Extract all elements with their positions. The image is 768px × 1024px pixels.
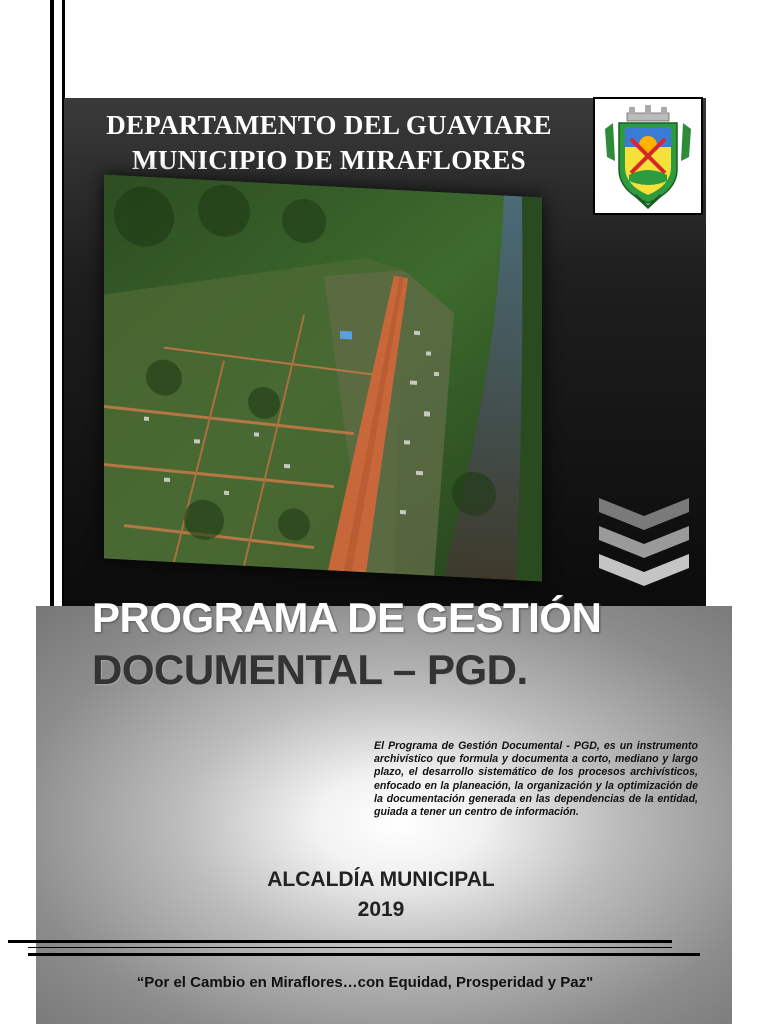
municipal-motto: “Por el Cambio en Miraflores…con Equidad, Prosperidad y Paz" [136,974,594,991]
document-title-line2: DOCUMENTAL – PGD. [92,646,528,693]
municipality-title: MUNICIPIO DE MIRAFLORES [132,145,526,175]
program-description: El Programa de Gestión Documental - PGD, es un instrumento archivístico que formula y documenta a corto, mediano y largo plazo, el desarrollo sistemático de los procesos archivísticos, enfocado en la planeación, la organización y la optimización de la documentación generada en las dependencias de la entidad, guiada a tener un centro de información. [374,740,698,819]
divider-line-top [8,940,672,943]
department-title: DEPARTAMENTO DEL GUAVIARE [106,110,552,140]
issuer-name: ALCALDÍA MUNICIPAL [267,868,495,891]
document-title-line1: PROGRAMA DE GESTIÓN [92,594,602,641]
coat-of-arms-frame [593,97,703,215]
issuer-year: 2019 [357,898,405,921]
cover-bottom-panel [36,594,732,1024]
triple-chevron-down-icon [599,498,689,588]
aerial-town-photo [104,175,542,582]
municipal-coat-of-arms-icon [595,99,701,213]
cover-top-panel [64,98,706,612]
divider-line-bottom [28,953,700,956]
divider-line-middle [28,947,672,948]
aerial-photo-illustration [104,175,542,582]
